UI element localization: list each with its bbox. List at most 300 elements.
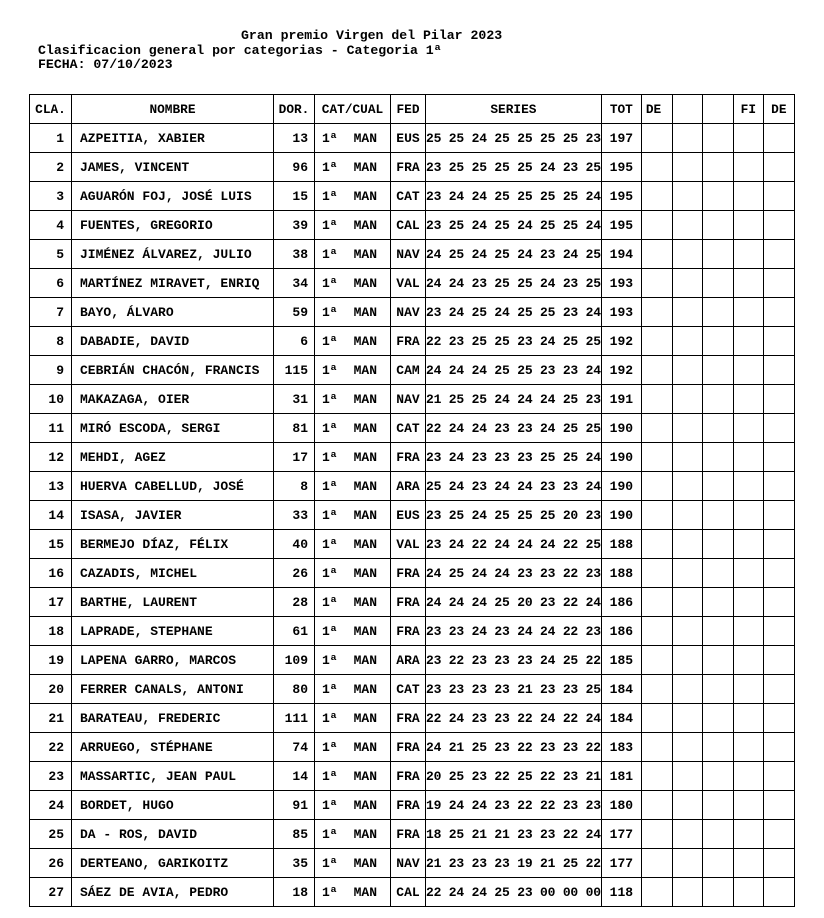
cual-label: MAN	[353, 449, 378, 465]
cell-tot: 195	[601, 153, 641, 182]
cell-nombre: JIMÉNEZ ÁLVAREZ, JULIO	[72, 240, 274, 269]
cell-de-2	[763, 298, 794, 327]
cell-blank-2	[702, 182, 733, 211]
cell-tot: 192	[601, 356, 641, 385]
table-row	[30, 472, 795, 501]
cell-fed: NAV	[391, 385, 426, 414]
cell-fed: NAV	[391, 298, 426, 327]
cell-blank-1	[672, 211, 702, 240]
cell-dor: 8	[274, 472, 315, 501]
cell-dor: 59	[274, 298, 315, 327]
col-header-de: DE	[641, 95, 672, 124]
cell-de-2	[763, 327, 794, 356]
cell-nombre: FERRER CANALS, ANTONI	[72, 675, 274, 704]
cell-cat-cual	[315, 588, 391, 617]
table-row	[30, 559, 795, 588]
table-row	[30, 153, 795, 182]
cell-tot: 186	[601, 588, 641, 617]
cell-tot: 177	[601, 849, 641, 878]
cual-label: MAN	[353, 681, 378, 697]
cell-cla: 4	[30, 211, 72, 240]
cell-fi	[733, 385, 763, 414]
cell-blank-2	[702, 675, 733, 704]
cell-tot: 191	[601, 385, 641, 414]
cual-label: MAN	[353, 420, 378, 436]
table-row	[30, 298, 795, 327]
table-row	[30, 501, 795, 530]
cell-fi	[733, 878, 763, 907]
cell-fed: CAT	[391, 182, 426, 211]
cell-nombre: AZPEITIA, XABIER	[72, 124, 274, 153]
cell-blank-2	[702, 530, 733, 559]
cat-label: 1ª	[322, 304, 338, 320]
cell-fed: ARA	[391, 646, 426, 675]
cell-cla: 5	[30, 240, 72, 269]
cell-series: 18 25 21 21 23 23 22 24	[426, 820, 602, 849]
cell-tot: 186	[601, 617, 641, 646]
cell-tot: 184	[601, 675, 641, 704]
cell-blank-2	[702, 385, 733, 414]
cell-fi	[733, 820, 763, 849]
cell-cla: 19	[30, 646, 72, 675]
cat-label: 1ª	[322, 420, 338, 436]
cell-cat-cual	[315, 124, 391, 153]
cell-tot: 190	[601, 414, 641, 443]
cat-label: 1ª	[322, 391, 338, 407]
cell-cat-cual	[315, 327, 391, 356]
cell-fi	[733, 588, 763, 617]
cell-dor: 115	[274, 356, 315, 385]
cell-cat-cual	[315, 414, 391, 443]
cell-blank-1	[672, 356, 702, 385]
table-row	[30, 385, 795, 414]
cual-label: MAN	[353, 768, 378, 784]
cual-label: MAN	[353, 884, 378, 900]
cell-blank-2	[702, 327, 733, 356]
cell-tot: 190	[601, 501, 641, 530]
cell-de	[641, 878, 672, 907]
cell-cla: 15	[30, 530, 72, 559]
cell-de	[641, 791, 672, 820]
cell-cla: 21	[30, 704, 72, 733]
cell-fi	[733, 298, 763, 327]
cat-label: 1ª	[322, 594, 338, 610]
cell-series: 22 24 24 23 23 24 25 25	[426, 414, 602, 443]
cell-fed: FRA	[391, 559, 426, 588]
cell-dor: 6	[274, 327, 315, 356]
cell-series: 23 23 23 23 21 23 23 25	[426, 675, 602, 704]
cell-de	[641, 211, 672, 240]
cell-series: 23 24 23 23 23 25 25 24	[426, 443, 602, 472]
table-row	[30, 443, 795, 472]
cell-series: 21 25 25 24 24 24 25 23	[426, 385, 602, 414]
cat-label: 1ª	[322, 855, 338, 871]
cell-fed: CAT	[391, 414, 426, 443]
cell-blank-2	[702, 733, 733, 762]
cell-de-2	[763, 385, 794, 414]
cell-nombre: BORDET, HUGO	[72, 791, 274, 820]
cell-tot: 194	[601, 240, 641, 269]
cell-series: 21 23 23 23 19 21 25 22	[426, 849, 602, 878]
cell-series: 23 23 24 23 24 24 22 23	[426, 617, 602, 646]
cell-blank-1	[672, 849, 702, 878]
cell-fi	[733, 443, 763, 472]
cell-cla: 14	[30, 501, 72, 530]
cell-fi	[733, 472, 763, 501]
cell-blank-2	[702, 820, 733, 849]
cell-series: 24 21 25 23 22 23 23 22	[426, 733, 602, 762]
cell-de-2	[763, 182, 794, 211]
cell-tot: 197	[601, 124, 641, 153]
cell-fi	[733, 704, 763, 733]
cell-tot: 181	[601, 762, 641, 791]
table-row	[30, 791, 795, 820]
cell-fed: EUS	[391, 501, 426, 530]
cell-cla: 22	[30, 733, 72, 762]
cell-de	[641, 704, 672, 733]
cell-de	[641, 530, 672, 559]
cell-blank-2	[702, 443, 733, 472]
table-row	[30, 878, 795, 907]
cell-cla: 23	[30, 762, 72, 791]
table-row	[30, 327, 795, 356]
cell-blank-1	[672, 878, 702, 907]
cell-nombre: ARRUEGO, STÉPHANE	[72, 733, 274, 762]
cell-dor: 34	[274, 269, 315, 298]
cell-fi	[733, 211, 763, 240]
cell-fi	[733, 124, 763, 153]
cell-nombre: FUENTES, GREGORIO	[72, 211, 274, 240]
cell-de-2	[763, 733, 794, 762]
cell-dor: 96	[274, 153, 315, 182]
table-row	[30, 356, 795, 385]
cell-dor: 39	[274, 211, 315, 240]
cual-label: MAN	[353, 362, 378, 378]
cell-de-2	[763, 472, 794, 501]
cell-fi	[733, 501, 763, 530]
table-row	[30, 240, 795, 269]
cell-de	[641, 327, 672, 356]
cual-label: MAN	[353, 565, 378, 581]
cell-tot: 185	[601, 646, 641, 675]
cell-series: 23 22 23 23 23 24 25 22	[426, 646, 602, 675]
table-row	[30, 849, 795, 878]
table-row	[30, 182, 795, 211]
cell-cat-cual	[315, 153, 391, 182]
cell-blank-2	[702, 588, 733, 617]
cell-tot: 188	[601, 559, 641, 588]
cell-cla: 26	[30, 849, 72, 878]
cell-tot: 195	[601, 182, 641, 211]
cell-fed: FRA	[391, 820, 426, 849]
cell-nombre: MIRÓ ESCODA, SERGI	[72, 414, 274, 443]
cell-cat-cual	[315, 240, 391, 269]
cell-nombre: AGUARÓN FOJ, JOSÉ LUIS	[72, 182, 274, 211]
cell-cat-cual	[315, 878, 391, 907]
table-row	[30, 211, 795, 240]
col-header-cla: CLA.	[30, 95, 72, 124]
table-row	[30, 414, 795, 443]
cell-blank-2	[702, 269, 733, 298]
cell-de	[641, 617, 672, 646]
cell-nombre: BAYO, ÁLVARO	[72, 298, 274, 327]
table-row	[30, 617, 795, 646]
cual-label: MAN	[353, 478, 378, 494]
cat-label: 1ª	[322, 739, 338, 755]
cell-nombre: MASSARTIC, JEAN PAUL	[72, 762, 274, 791]
cell-blank-2	[702, 153, 733, 182]
cell-blank-1	[672, 675, 702, 704]
cual-label: MAN	[353, 333, 378, 349]
cell-blank-1	[672, 646, 702, 675]
cat-label: 1ª	[322, 710, 338, 726]
cell-blank-2	[702, 414, 733, 443]
report-title: Gran premio Virgen del Pilar 2023	[241, 28, 503, 43]
cell-cat-cual	[315, 530, 391, 559]
results-table	[29, 94, 795, 907]
cell-nombre: DABADIE, DAVID	[72, 327, 274, 356]
cell-cla: 7	[30, 298, 72, 327]
cell-blank-2	[702, 878, 733, 907]
report-header	[38, 29, 502, 73]
cell-blank-2	[702, 211, 733, 240]
cell-series: 19 24 24 23 22 22 23 23	[426, 791, 602, 820]
cell-dor: 61	[274, 617, 315, 646]
cat-label: 1ª	[322, 275, 338, 291]
cell-blank-2	[702, 559, 733, 588]
cell-cla: 13	[30, 472, 72, 501]
cell-blank-2	[702, 849, 733, 878]
cell-blank-2	[702, 617, 733, 646]
cell-tot: 190	[601, 472, 641, 501]
cell-de-2	[763, 211, 794, 240]
table-row	[30, 733, 795, 762]
cell-tot: 183	[601, 733, 641, 762]
cell-nombre: MARTÍNEZ MIRAVET, ENRIQ	[72, 269, 274, 298]
cell-de-2	[763, 443, 794, 472]
cell-dor: 81	[274, 414, 315, 443]
table-row	[30, 675, 795, 704]
cell-nombre: CEBRIÁN CHACÓN, FRANCIS	[72, 356, 274, 385]
cell-blank-2	[702, 704, 733, 733]
cell-cat-cual	[315, 849, 391, 878]
cell-fed: ARA	[391, 472, 426, 501]
col-header-nombre: NOMBRE	[72, 95, 274, 124]
cell-dor: 33	[274, 501, 315, 530]
table-row	[30, 530, 795, 559]
report-subtitle: Clasificacion general por categorias - Categoria 1ª	[38, 42, 442, 58]
cell-series: 22 24 23 23 22 24 22 24	[426, 704, 602, 733]
cell-fi	[733, 617, 763, 646]
cell-fi	[733, 356, 763, 385]
cell-de	[641, 414, 672, 443]
cell-series: 23 25 25 25 25 24 23 25	[426, 153, 602, 182]
cell-dor: 91	[274, 791, 315, 820]
cell-blank-1	[672, 269, 702, 298]
cell-blank-1	[672, 733, 702, 762]
cell-fed: VAL	[391, 269, 426, 298]
table-row	[30, 646, 795, 675]
cell-series: 22 23 25 25 23 24 25 25	[426, 327, 602, 356]
cell-cla: 25	[30, 820, 72, 849]
cell-cat-cual	[315, 356, 391, 385]
cell-blank-2	[702, 646, 733, 675]
cat-label: 1ª	[322, 362, 338, 378]
cual-label: MAN	[353, 391, 378, 407]
cat-label: 1ª	[322, 681, 338, 697]
cell-blank-2	[702, 298, 733, 327]
cell-blank-1	[672, 443, 702, 472]
cell-de-2	[763, 849, 794, 878]
cell-cla: 20	[30, 675, 72, 704]
cell-blank-1	[672, 762, 702, 791]
cell-blank-1	[672, 414, 702, 443]
cell-cat-cual	[315, 791, 391, 820]
cell-fed: CAL	[391, 878, 426, 907]
cell-fi	[733, 646, 763, 675]
cell-series: 25 25 24 25 25 25 25 23	[426, 124, 602, 153]
cell-dor: 28	[274, 588, 315, 617]
cell-de	[641, 385, 672, 414]
cell-de	[641, 646, 672, 675]
cell-de-2	[763, 530, 794, 559]
report-date: FECHA: 07/10/2023	[38, 57, 173, 73]
cell-series: 23 25 24 25 24 25 25 24	[426, 211, 602, 240]
cell-de	[641, 501, 672, 530]
cell-dor: 80	[274, 675, 315, 704]
cat-label: 1ª	[322, 565, 338, 581]
cell-nombre: DERTEANO, GARIKOITZ	[72, 849, 274, 878]
cell-fed: CAT	[391, 675, 426, 704]
cat-label: 1ª	[322, 507, 338, 523]
cell-cla: 24	[30, 791, 72, 820]
cell-cla: 17	[30, 588, 72, 617]
cell-cla: 12	[30, 443, 72, 472]
cat-label: 1ª	[322, 768, 338, 784]
cell-cat-cual	[315, 646, 391, 675]
cell-fed: FRA	[391, 588, 426, 617]
cell-cla: 8	[30, 327, 72, 356]
cell-de-2	[763, 559, 794, 588]
cell-blank-2	[702, 124, 733, 153]
cell-fi	[733, 414, 763, 443]
cell-nombre: ISASA, JAVIER	[72, 501, 274, 530]
col-header-fed: FED	[391, 95, 426, 124]
cual-label: MAN	[353, 623, 378, 639]
cell-series: 24 24 24 25 20 23 22 24	[426, 588, 602, 617]
cell-de-2	[763, 501, 794, 530]
cat-label: 1ª	[322, 333, 338, 349]
cell-fi	[733, 182, 763, 211]
col-header-de-2: DE	[763, 95, 794, 124]
cell-dor: 38	[274, 240, 315, 269]
cual-label: MAN	[353, 159, 378, 175]
cell-de	[641, 762, 672, 791]
cell-dor: 31	[274, 385, 315, 414]
cell-tot: 193	[601, 298, 641, 327]
cell-dor: 74	[274, 733, 315, 762]
cell-fi	[733, 675, 763, 704]
cell-tot: 118	[601, 878, 641, 907]
cell-blank-1	[672, 530, 702, 559]
cual-label: MAN	[353, 710, 378, 726]
cell-cla: 1	[30, 124, 72, 153]
cell-cat-cual	[315, 443, 391, 472]
table-row	[30, 820, 795, 849]
cell-dor: 35	[274, 849, 315, 878]
cell-series: 22 24 24 25 23 00 00 00	[426, 878, 602, 907]
cell-tot: 184	[601, 704, 641, 733]
cell-dor: 40	[274, 530, 315, 559]
cell-nombre: SÁEZ DE AVIA, PEDRO	[72, 878, 274, 907]
cat-label: 1ª	[322, 623, 338, 639]
cell-cla: 3	[30, 182, 72, 211]
cell-fed: FRA	[391, 443, 426, 472]
cell-series: 24 24 23 25 25 24 23 25	[426, 269, 602, 298]
cell-de	[641, 182, 672, 211]
cell-nombre: MEHDI, AGEZ	[72, 443, 274, 472]
cell-de-2	[763, 414, 794, 443]
cell-fi	[733, 733, 763, 762]
cell-cat-cual	[315, 762, 391, 791]
cual-label: MAN	[353, 652, 378, 668]
cell-de	[641, 298, 672, 327]
cell-dor: 15	[274, 182, 315, 211]
cell-de-2	[763, 791, 794, 820]
cell-dor: 85	[274, 820, 315, 849]
cat-label: 1ª	[322, 130, 338, 146]
cell-blank-1	[672, 617, 702, 646]
cat-label: 1ª	[322, 246, 338, 262]
cell-nombre: BARATEAU, FREDERIC	[72, 704, 274, 733]
cell-dor: 109	[274, 646, 315, 675]
cell-blank-1	[672, 501, 702, 530]
cell-blank-1	[672, 791, 702, 820]
cell-fed: CAM	[391, 356, 426, 385]
cell-de	[641, 588, 672, 617]
table-row	[30, 124, 795, 153]
cell-fed: FRA	[391, 704, 426, 733]
cell-tot: 195	[601, 211, 641, 240]
cell-de	[641, 733, 672, 762]
cell-cla: 6	[30, 269, 72, 298]
cell-de-2	[763, 675, 794, 704]
cell-de-2	[763, 240, 794, 269]
cell-blank-1	[672, 240, 702, 269]
cell-fi	[733, 327, 763, 356]
cell-de	[641, 472, 672, 501]
cell-de	[641, 559, 672, 588]
cell-blank-1	[672, 385, 702, 414]
cell-cat-cual	[315, 559, 391, 588]
cell-blank-1	[672, 704, 702, 733]
cual-label: MAN	[353, 594, 378, 610]
cell-series: 20 25 23 22 25 22 23 21	[426, 762, 602, 791]
cell-fed: CAL	[391, 211, 426, 240]
table-header-row	[30, 95, 795, 124]
cell-de-2	[763, 153, 794, 182]
cat-label: 1ª	[322, 159, 338, 175]
cual-label: MAN	[353, 188, 378, 204]
cual-label: MAN	[353, 246, 378, 262]
table-row	[30, 704, 795, 733]
cell-tot: 188	[601, 530, 641, 559]
cat-label: 1ª	[322, 188, 338, 204]
cell-cla: 18	[30, 617, 72, 646]
col-header-blank-1	[672, 95, 702, 124]
cell-series: 24 25 24 24 23 23 22 23	[426, 559, 602, 588]
cual-label: MAN	[353, 536, 378, 552]
